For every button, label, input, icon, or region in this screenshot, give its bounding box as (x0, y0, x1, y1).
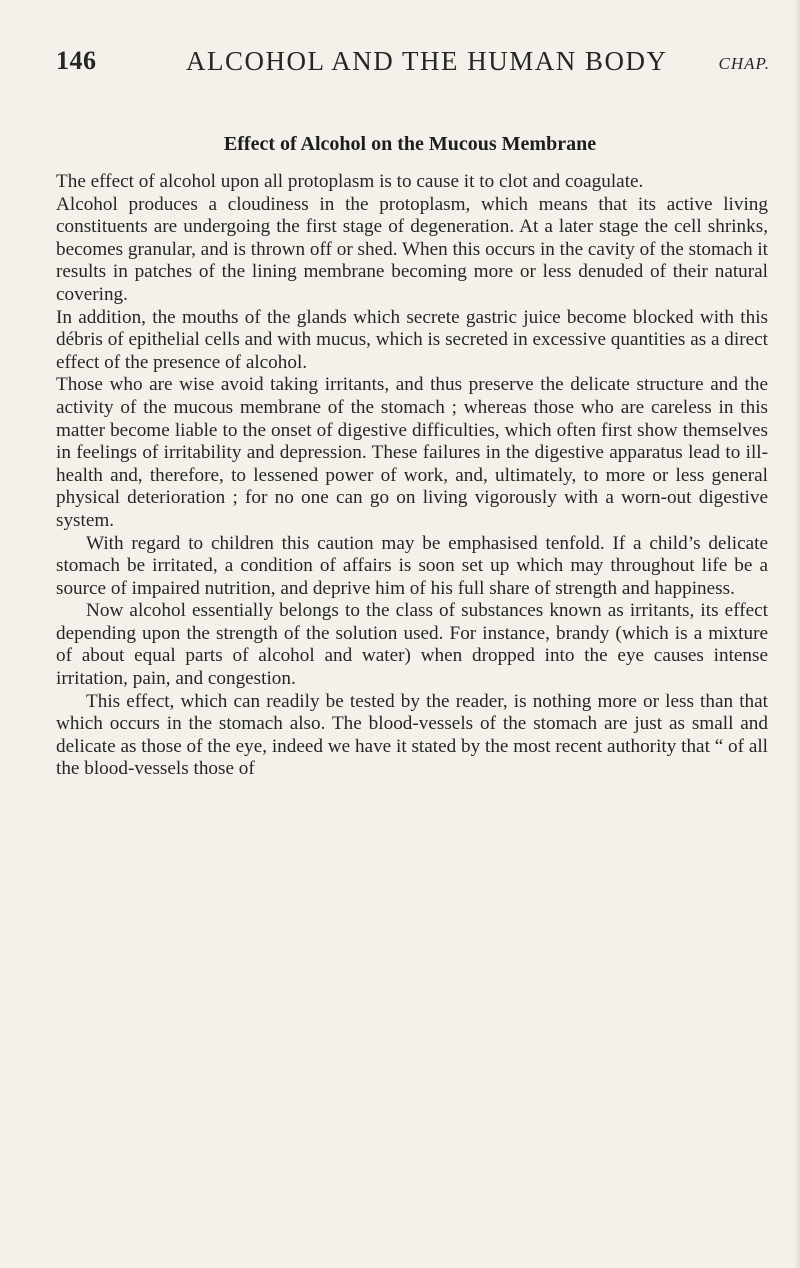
paragraph-4: Those who are wise avoid taking irritants, and thus preserve the delicate structure and the activity of the mucous membrane of the stomach ; whereas those who are careless in this matter become liable to the onset of digestive difficulties, which often first show themselves in feelings of irritability and depression. These failures in the digestive apparatus lead to ill-health and, therefore, to lessened power of work, and, ultimately, to more or less general physical deterioration ; for no one can go on living vigorously with a worn-out digestive system. (56, 374, 768, 531)
paragraph-6: Now alcohol essentially belongs to the class of substances known as irritants, its effect depending upon the strength of the solution used. For instance, brandy (which is a mixture of about equal parts of alcohol and water) when dropped into the eye causes intense irritation, pain, and congestion. (56, 600, 768, 690)
page-number: 146 (56, 46, 97, 75)
body-text (56, 171, 768, 781)
page-header (56, 46, 776, 86)
paragraph-3: In addition, the mouths of the glands which secrete gastric juice become blocked with this débris of epithelial cells and with mucus, which is secreted in excessive quantities as a direct effect of the presence of alcohol. (56, 306, 768, 373)
paragraph-5: With regard to children this caution may be emphasised tenfold. If a child’s delicate stomach be irritated, a condition of affairs is soon set up which may throughout life be a source of impaired nutrition, and deprive him of his full share of strength and happiness. (56, 532, 768, 599)
page-edge-shadow (794, 0, 800, 1268)
section-title: Effect of Alcohol on the Mucous Membrane (223, 133, 597, 155)
paragraph-7: This effect, which can readily be tested by the reader, is nothing more or less than that which occurs in the stomach also. The blood-vessels of the stomach are just as small and delicate as those of the eye, indeed we have it stated by the most recent authority that “ of all the blood-vessels those of (56, 690, 768, 780)
paragraph-2: Alcohol produces a cloudiness in the protoplasm, which means that its active living constituents are undergoing the first stage of degeneration. At a later stage the cell shrinks, becomes granular, and is thrown off or shed. When this occurs in the cavity of the stomach it results in patches of the lining membrane becoming more or less denuded of their natural covering. (56, 193, 769, 305)
running-head: ALCOHOL AND THE HUMAN BODY (186, 46, 668, 76)
paragraph-1: The effect of alcohol upon all protoplasm is to cause it to clot and coagulate. (56, 171, 644, 192)
chapter-label: CHAP. (718, 54, 770, 73)
